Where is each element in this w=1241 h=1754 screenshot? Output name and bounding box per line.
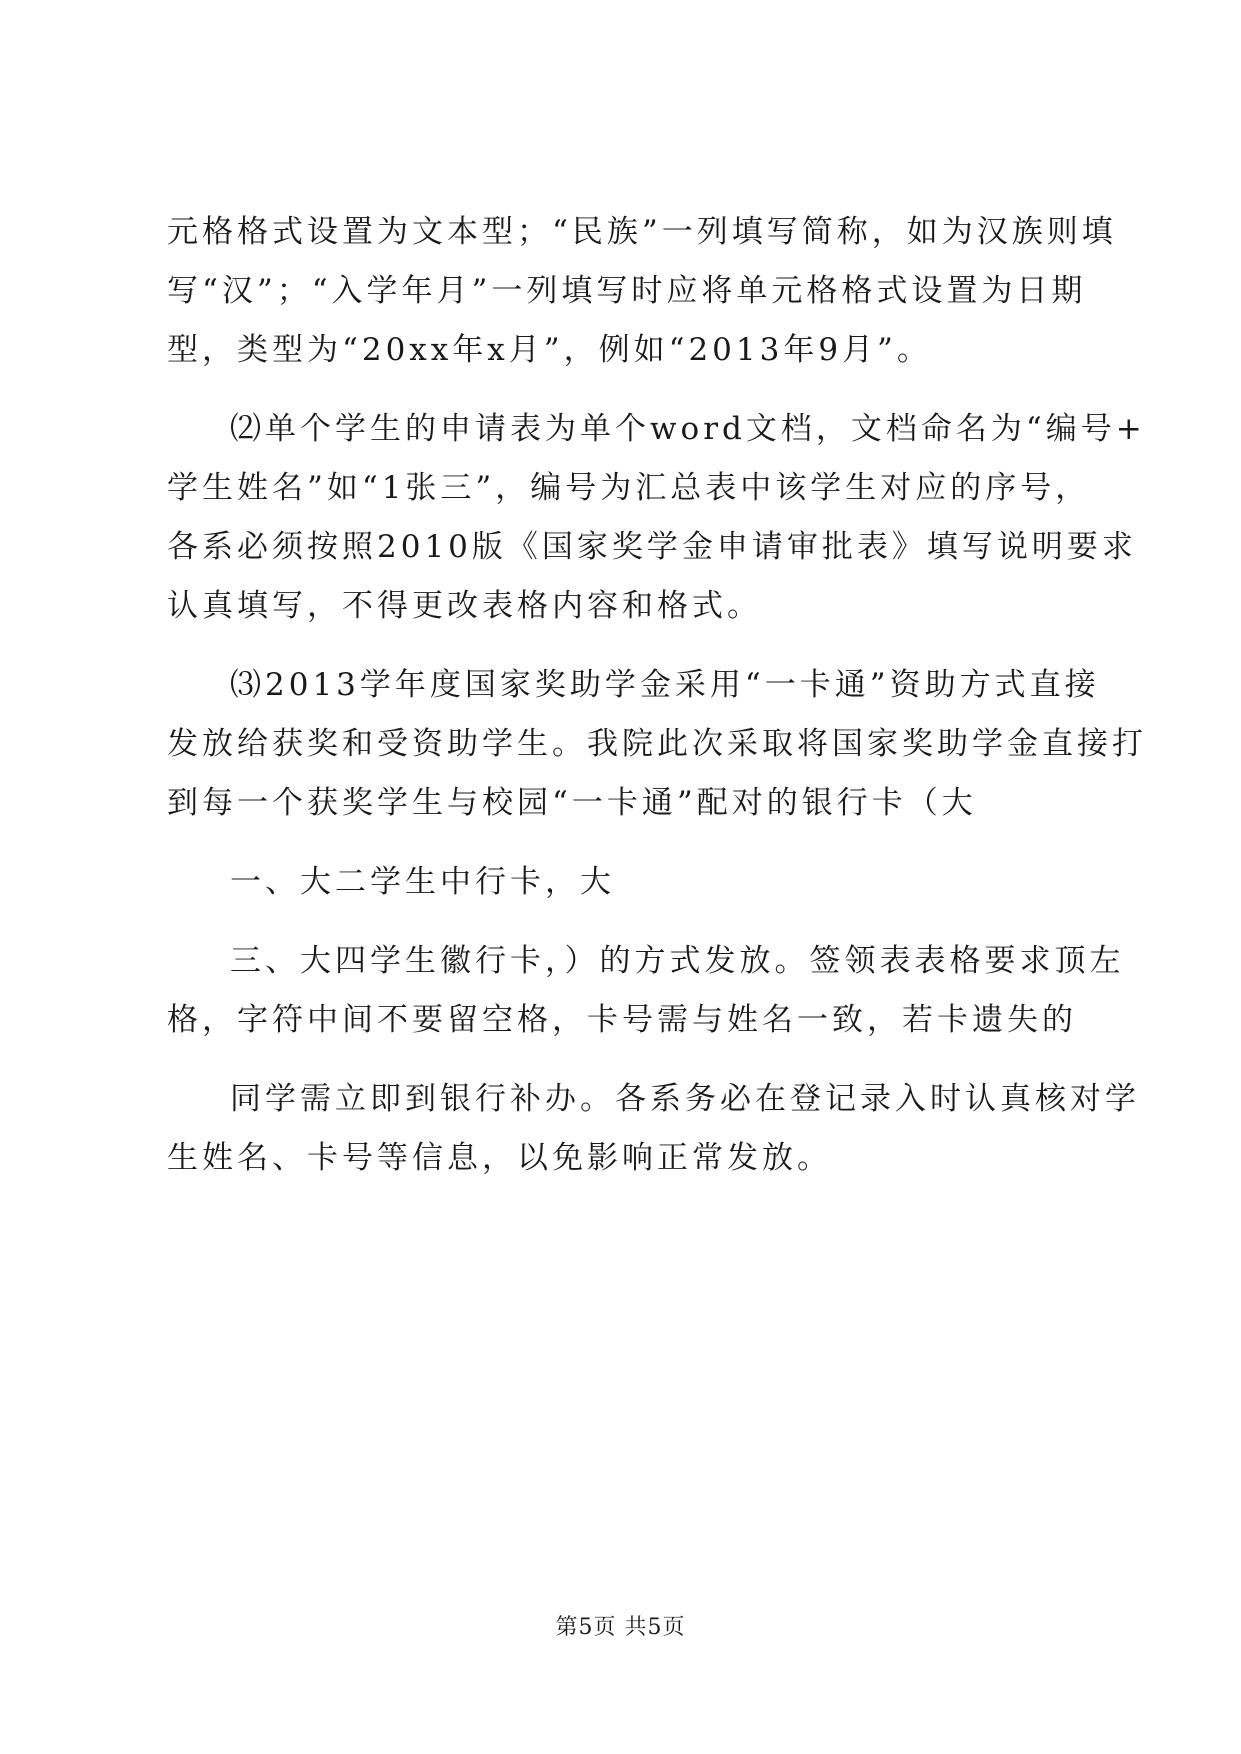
text-line-2: 写“汉”；“入学年月”一列填写时应将单元格格式设置为日期 (167, 273, 1087, 309)
text-line-9: 发放给获奖和受资助学生。我院此次采取将国家奖助学金直接打 (167, 726, 1147, 762)
page-footer: 第5页 共5页 (555, 1615, 686, 1640)
text-line-15: 生姓名、卡号等信息，以免影响正常发放。 (167, 1140, 832, 1176)
text-line-3: 型，类型为“20xx年x月”，例如“2013年9月”。 (167, 332, 932, 368)
text-line-5: 学生姓名”如“1张三”，编号为汇总表中该学生对应的序号， (167, 470, 1091, 506)
text-line-10: 到每一个获奖学生与校园“一卡通”配对的银行卡（大 (167, 785, 977, 821)
text-line-7: 认真填写，不得更改表格内容和格式。 (167, 588, 762, 624)
text-line-14: 同学需立即到银行补办。各系务必在登记录入时认真核对学 (230, 1081, 1140, 1117)
text-line-4: ⑵单个学生的申请表为单个word文档，文档命名为“编号+ (230, 411, 1146, 447)
text-line-13: 格，字符中间不要留空格，卡号需与姓名一致，若卡遗失的 (167, 1002, 1077, 1038)
text-line-11: 一、大二学生中行卡，大 (230, 864, 615, 900)
text-line-6: 各系必须按照2010版《国家奖学金申请审批表》填写说明要求 (167, 529, 1137, 565)
text-line-12: 三、大四学生徽行卡，）的方式发放。签领表表格要求顶左 (230, 943, 1125, 979)
text-line-1: 元格格式设置为文本型；“民族”一列填写简称，如为汉族则填 (167, 214, 1117, 250)
text-line-8: ⑶2013学年度国家奖助学金采用“一卡通”资助方式直接 (230, 667, 1100, 703)
